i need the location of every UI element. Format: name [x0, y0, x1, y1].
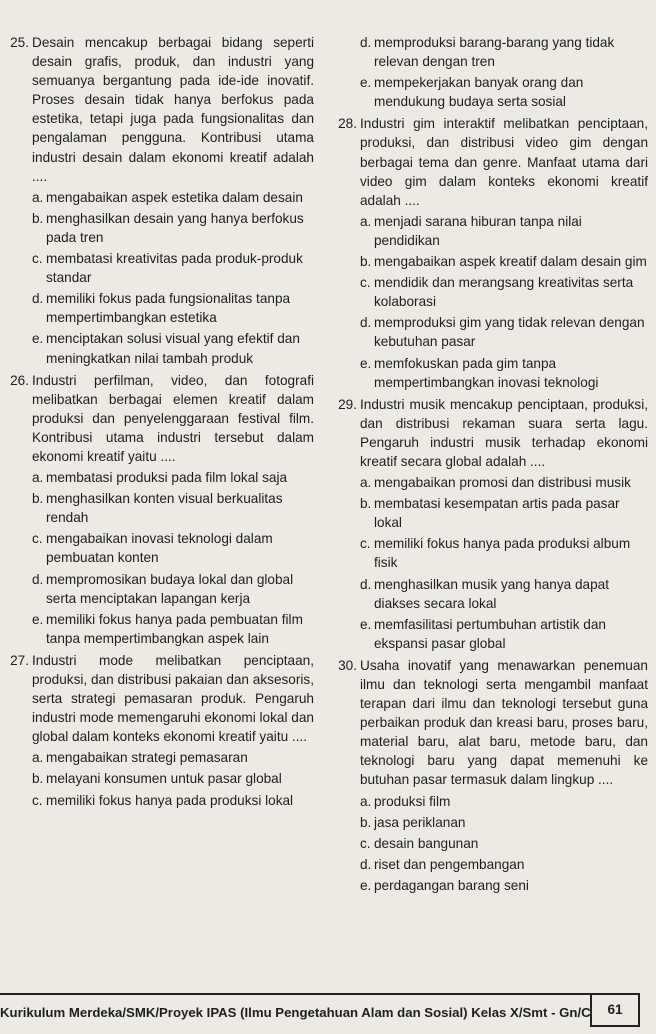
- answer-option: [330, 212, 648, 250]
- left-column: [2, 33, 314, 813]
- answer-option: [2, 610, 314, 648]
- option-text: membatasi produksi pada film lokal saja: [46, 470, 288, 486]
- answer-option: [2, 570, 314, 608]
- page-number: 61: [590, 993, 640, 1027]
- answer-option: [330, 575, 648, 613]
- answer-option: [2, 748, 314, 767]
- answer-option: [330, 876, 648, 895]
- option-text: menghasilkan desain yang hanya berfokus pada tren: [46, 210, 304, 245]
- option-letter: c.: [360, 536, 371, 552]
- answer-options: [2, 468, 314, 648]
- option-text: memiliki fokus hanya pada pembuatan film tanpa mempertimbangkan aspek lain: [46, 611, 303, 646]
- answer-option: [330, 273, 648, 311]
- option-letter: c.: [360, 835, 371, 851]
- question-number: 29.: [338, 396, 357, 412]
- question: [2, 371, 314, 466]
- option-text: produksi film: [374, 793, 451, 809]
- question-text: Industri gim interaktif melibatkan penciptaan, produksi, dan distribusi video gim dengan berbagai tema dan genre. Manfaat utama dari video gim dalam konteks ekonomi kreatif adalah ....: [360, 116, 648, 208]
- question: [330, 114, 648, 209]
- answer-option: [2, 791, 314, 810]
- answer-option: [330, 313, 648, 351]
- question: [330, 395, 648, 471]
- option-letter: b.: [360, 496, 372, 512]
- answer-options: [330, 212, 648, 392]
- question-text: Usaha inovatif yang menawarkan penemuan ilmu dan teknologi serta mengambil manfaat terapan dari ilmu dan teknologi tersebut guna perbaikan produk dan kreasi baru, proses baru, material baru, alat baru, metode baru, dan teknologi baru yang dapat memenuhi ke butuhan pasar termasuk dalam lingkup ....: [360, 657, 648, 788]
- answer-option: [330, 494, 648, 532]
- answer-option: [330, 792, 648, 811]
- option-letter: c.: [360, 275, 371, 291]
- option-text: menciptakan solusi visual yang efektif dan meningkatkan nilai tambah produk: [46, 331, 300, 366]
- option-letter: c.: [32, 792, 43, 808]
- option-text: mengabaikan strategi pemasaran: [46, 750, 248, 766]
- answer-options: [330, 473, 648, 653]
- answer-option: [2, 209, 314, 247]
- answer-option: [2, 468, 314, 487]
- question-number: 26.: [10, 372, 29, 388]
- answer-option: [330, 615, 648, 653]
- question: [2, 33, 314, 186]
- option-text: mengabaikan aspek estetika dalam desain: [46, 189, 303, 205]
- option-text: mempromosikan budaya lokal dan global serta menciptakan lapangan kerja: [46, 571, 294, 606]
- option-letter: d.: [360, 856, 372, 872]
- answer-option: [330, 813, 648, 832]
- option-letter: a.: [360, 475, 372, 491]
- option-text: membatasi kesempatan artis pada pasar lokal: [374, 496, 620, 531]
- option-letter: e.: [360, 355, 372, 371]
- option-text: mengabaikan inovasi teknologi dalam pembuatan konten: [46, 531, 273, 566]
- question-number: 27.: [10, 652, 29, 668]
- answer-option: [330, 534, 648, 572]
- option-letter: d.: [360, 315, 372, 331]
- option-text: memiliki fokus pada fungsionalitas tanpa mempertimbangkan estetika: [46, 291, 291, 326]
- answer-options: [2, 748, 314, 809]
- question-number: 30.: [338, 657, 357, 673]
- option-text: memfasilitasi pertumbuhan artistik dan ekspansi pasar global: [374, 616, 606, 651]
- option-text: mengabaikan aspek kreatif dalam desain gim: [374, 254, 647, 270]
- option-text: menghasilkan konten visual berkualitas rendah: [46, 491, 283, 526]
- option-text: mendidik dan merangsang kreativitas serta kolaborasi: [374, 275, 634, 310]
- answer-option: [330, 252, 648, 271]
- option-letter: d.: [32, 571, 44, 587]
- page-footer: [0, 993, 656, 1029]
- option-text: desain bangunan: [374, 835, 479, 851]
- option-letter: a.: [32, 189, 44, 205]
- question: [2, 651, 314, 746]
- option-letter: d.: [360, 35, 372, 50]
- question-text: Industri musik mencakup penciptaan, produksi, dan distribusi rekaman suara serta lagu. Pengaruh industri musik terhadap ekonomi kreatif secara global adalah ....: [360, 396, 648, 469]
- option-text: melayani konsumen untuk pasar global: [46, 771, 282, 787]
- option-letter: b.: [32, 771, 44, 787]
- answer-option: [2, 289, 314, 327]
- option-letter: e.: [360, 616, 372, 632]
- option-text: membatasi kreativitas pada produk-produk standar: [46, 251, 303, 286]
- option-letter: d.: [32, 291, 44, 307]
- option-letter: d.: [360, 576, 372, 592]
- question-number: 28.: [338, 116, 357, 132]
- answer-option: [2, 188, 314, 207]
- answer-options: [330, 33, 648, 111]
- option-letter: b.: [32, 491, 44, 507]
- question-number: 25.: [10, 35, 29, 50]
- answer-option: [330, 834, 648, 853]
- option-letter: a.: [360, 213, 372, 229]
- option-letter: b.: [360, 254, 372, 270]
- option-letter: b.: [360, 814, 372, 830]
- answer-option: [330, 855, 648, 874]
- answer-option: [2, 249, 314, 287]
- question-text: Desain mencakup berbagai bidang seperti desain grafis, produk, dan industri yang semuanya bergantung pada ide-ide inovatif. Proses desain tidak hanya berfokus pada estetika, tetapi juga pada fungsionalitas dan pengalaman pengguna. Kontribusi utama industri desain dalam ekonomi kreatif adalah ....: [32, 35, 314, 184]
- option-letter: e.: [360, 877, 372, 893]
- answer-options: [2, 188, 314, 368]
- option-text: jasa periklanan: [374, 814, 466, 830]
- question: [330, 656, 648, 790]
- question-text: Industri mode melibatkan penciptaan, produksi, dan distribusi pakaian dan aksesoris, serta strategi pemasaran produk. Pengaruh industri mode memengaruhi ekonomi lokal dan global dalam konteks ekonomi kreatif yaitu ....: [32, 652, 314, 745]
- right-column: [330, 33, 648, 898]
- answer-option: [330, 73, 648, 111]
- option-letter: e.: [32, 611, 44, 627]
- answer-options: [330, 792, 648, 895]
- option-letter: a.: [32, 470, 44, 486]
- option-letter: e.: [360, 75, 372, 91]
- answer-option: [330, 33, 648, 71]
- option-text: memproduksi barang-barang yang tidak relevan dengan tren: [374, 35, 615, 70]
- option-letter: b.: [32, 210, 44, 226]
- answer-option: [330, 354, 648, 392]
- option-text: perdagangan barang seni: [374, 877, 529, 893]
- option-text: riset dan pengembangan: [374, 856, 525, 872]
- question-text: Industri perfilman, video, dan fotografi melibatkan berbagai elemen kreatif dalam produksi dan penyelenggaraan festival film. Kontribusi utama industri tersebut dalam ekonomi kreatif yaitu ....: [32, 372, 314, 464]
- footer-rule: [0, 993, 590, 995]
- option-letter: e.: [32, 331, 44, 347]
- answer-option: [2, 329, 314, 367]
- option-text: menjadi sarana hiburan tanpa nilai pendidikan: [374, 213, 582, 248]
- answer-option: [2, 769, 314, 788]
- footer-book-title: Kurikulum Merdeka/SMK/Proyek IPAS (Ilmu Pengetahuan Alam dan Sosial) Kelas X/Smt - Gn/C: [0, 1005, 591, 1020]
- option-text: mengabaikan promosi dan distribusi musik: [374, 475, 631, 491]
- option-letter: a.: [360, 793, 372, 809]
- option-text: memproduksi gim yang tidak relevan dengan kebutuhan pasar: [374, 315, 645, 350]
- option-letter: c.: [32, 531, 43, 547]
- option-text: memiliki fokus hanya pada produksi lokal: [46, 792, 294, 808]
- option-text: menghasilkan musik yang hanya dapat diakses secara lokal: [374, 576, 610, 611]
- option-letter: a.: [32, 750, 44, 766]
- answer-option: [2, 529, 314, 567]
- answer-option: [2, 489, 314, 527]
- option-text: memiliki fokus hanya pada produksi album fisik: [374, 536, 631, 571]
- answer-option: [330, 473, 648, 492]
- option-letter: c.: [32, 251, 43, 267]
- option-text: mempekerjakan banyak orang dan mendukung budaya serta sosial: [374, 75, 584, 110]
- option-text: memfokuskan pada gim tanpa mempertimbangkan inovasi teknologi: [374, 355, 599, 390]
